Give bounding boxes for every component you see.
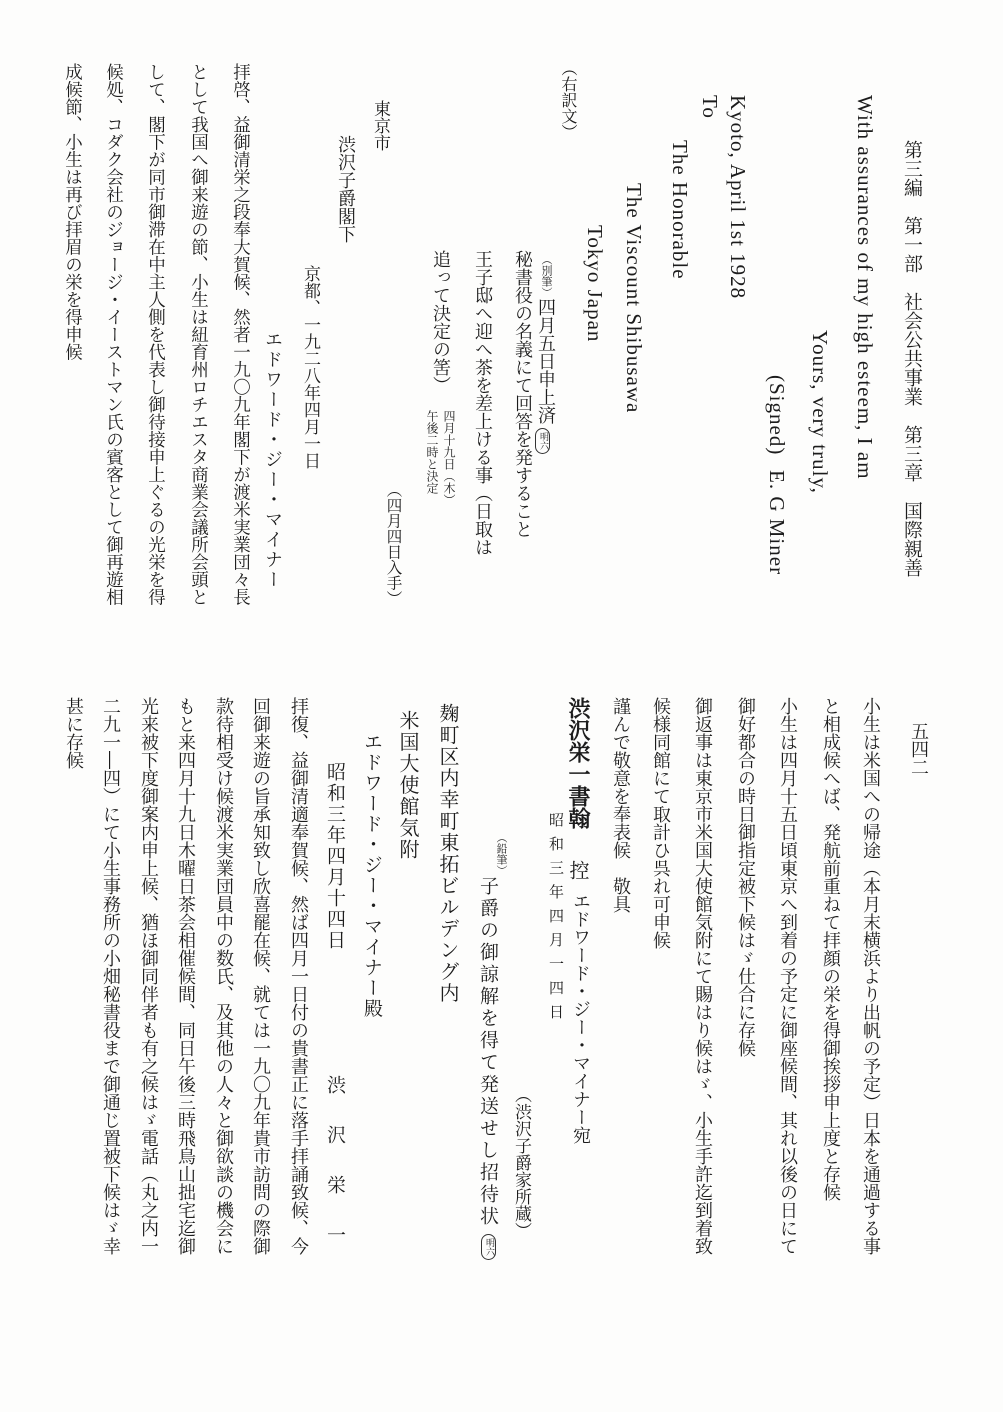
english-signed-label: (Signed) — [765, 375, 789, 456]
translation-body-line: 拝啓、益御清栄之段奉大賀候、然者一九〇九年閣下が渡米実業団々長 — [230, 63, 251, 606]
annotation-small-line: 四月十九日（木） — [442, 410, 456, 506]
translation-label: （右訳文） — [559, 60, 578, 140]
ming-stamp: 明六 — [481, 1234, 496, 1260]
translation-continued-line: 小生は米国への帰途（本月末横浜より出帆の予定）日本を通過する事 — [860, 697, 881, 1255]
annotation-line: 王子邸へ迎へ茶を差上ける事（日取は — [472, 250, 493, 556]
annotation-line: 秘書役の名義にて回答を発すること — [512, 250, 533, 538]
reply-date-small: 昭和三年四月一四日 — [547, 812, 565, 1028]
english-to: To — [698, 95, 722, 119]
english-addressee-line: Tokyo Japan — [583, 225, 607, 343]
page-number: 五四二 — [908, 722, 929, 776]
reply-source: （渋沢子爵家所蔵） — [511, 1086, 531, 1239]
reply-addressee: エドワード・ジー・マイナー殿 — [361, 732, 383, 1019]
annotation-line: 追って決定の筈） — [430, 250, 451, 394]
reply-recipient-note: エドワード・ジー・マイナー宛 — [570, 892, 591, 1144]
reply-body-line: 二九一―四）にて小生事務所の小畑秘書役まで御通じ置被下候はゞ幸 — [100, 697, 121, 1255]
translation-continued-line: と相成候へば、発航前重ねて拝顔の栄を得御挨拶申上度と存候 — [820, 697, 841, 1201]
reply-body-line: 款待相受け候渡米実業団員中の数氏、及其他の人々と御欲談の機会に — [213, 697, 234, 1255]
reply-body-line: 光来被下度御案内申上候、猶ほ御同伴者も有之候はゞ電話（丸之内一 — [138, 697, 159, 1255]
reply-pencil-note: 子爵の御諒解を得て発送せし招待状 — [477, 876, 499, 1228]
annotation-note-label: （別筆） — [540, 254, 553, 298]
reply-title-mark: 控 — [566, 860, 590, 880]
reply-date: 昭和三年四月十四日 — [324, 762, 346, 951]
english-valediction: Yours, very truly, — [808, 330, 832, 494]
translation-body-line: として我国へ御来遊の節、小生は紐育州ロチエスタ商業会議所会頭と — [188, 63, 209, 606]
translation-addressee: 渋沢子爵閣下 — [335, 135, 356, 243]
translation-body-line: 候処、コダク会社のジョージ・イーストマン氏の賓客として御再遊相 — [103, 63, 124, 606]
annotation-received: （四月四日入手） — [384, 482, 403, 606]
reply-signer: 渋 沢 栄 一 — [324, 1075, 346, 1250]
reply-pencil-label: （鉛筆） — [495, 832, 508, 876]
english-addressee-line: The Honorable — [668, 140, 692, 280]
translation-continued-line: 小生は四月十五日頃東京へ到着の予定に御座候間、其れ以後の日にて — [777, 697, 798, 1255]
reply-body-line: 回御来遊の旨承知致し欣喜罷在候、就ては一九〇九年貴市訪問の際御 — [250, 697, 271, 1255]
english-place-date: Kyoto, April 1st 1928 — [726, 95, 750, 300]
reply-address-line: 米国大使館気附 — [396, 710, 420, 861]
translation-sender: エドワード・ジー・マイナー — [262, 330, 283, 590]
reply-body-line: 甚に存候 — [63, 697, 84, 769]
reply-body-line: もと来四月十九日木曜日茶会相催候間、同日午後三時飛鳥山拙宅迄御 — [175, 697, 196, 1255]
running-header: 第三編 第一部 社会公共事業 第三章 国際親善 — [901, 140, 923, 577]
reply-address-line: 麹町区内幸町東拓ビルデング内 — [436, 703, 460, 1004]
reply-title: 渋沢栄一書翰 — [565, 697, 591, 829]
translation-body-line: して、閣下が同市御滞在中主人側を代表し御待接申上ぐるの光栄を得 — [145, 63, 166, 606]
translation-closing: 謹んで敬意を奉表候 敬具 — [610, 697, 631, 913]
ming-stamp: 明六 — [535, 428, 550, 454]
translation-continued-line: 御好都合の時日御指定被下候はゞ仕合に存候 — [735, 697, 756, 1057]
english-addressee-line: The Viscount Shibusawa — [622, 183, 646, 414]
annotation-note: 四月五日申上済 — [535, 298, 556, 424]
english-closing: With assurances of my high esteem, I am — [853, 95, 877, 480]
translation-continued-line: 御返事は東京市米国大使館気附にて賜はり候はゞ、小生手許迄到着致 — [692, 697, 713, 1255]
reply-body-line: 拝復、益御清適奉賀候、然ば四月一日付の貴書正に落手拝誦致候、今 — [288, 697, 309, 1255]
translation-place-date: 京都、一九二八年四月一日 — [300, 265, 320, 469]
annotation-small-line: 午後二時と決定 — [425, 410, 439, 494]
translation-continued-line: 候様同館にて取計ひ呉れ可申候 — [650, 697, 671, 949]
translation-body-line: 成候節、小生は再び拝眉の栄を得申候 — [62, 63, 83, 361]
translation-address-city: 東京市 — [370, 100, 390, 151]
english-signer: E. G Miner — [765, 470, 789, 576]
